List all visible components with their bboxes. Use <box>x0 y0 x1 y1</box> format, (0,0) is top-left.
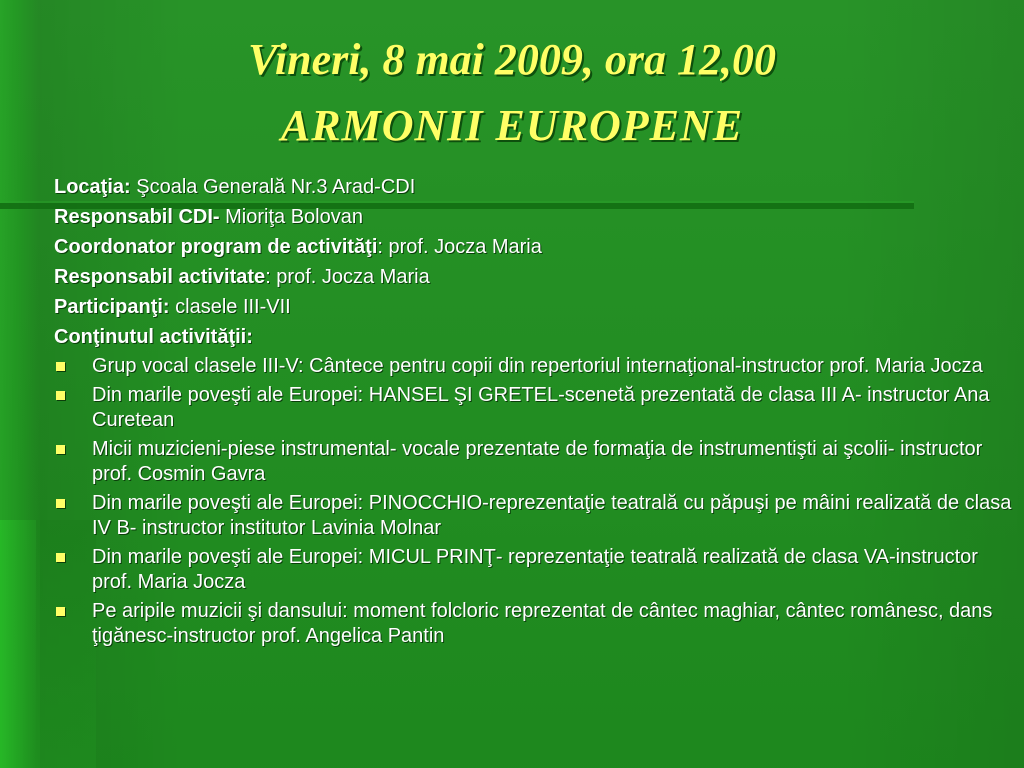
participants-line <box>54 292 994 322</box>
list-item <box>54 545 1014 595</box>
list-item <box>54 437 1014 487</box>
slide-title-event: ARMONII EUROPENE <box>280 101 744 150</box>
coordinator-value: : prof. Jocza Maria <box>377 236 542 258</box>
lower-left-accent-strip <box>0 520 40 768</box>
square-bullet-icon <box>56 553 65 562</box>
slide-title-date: Vineri, 8 mai 2009, ora 12,00 <box>247 35 777 84</box>
responsible-cdi-line <box>54 202 994 232</box>
activity-text: Din marile poveşti ale Europei: HANSEL ŞI GRETEL-scenetă prezentată de clasa III A- instructor Ana Curetean <box>92 384 990 431</box>
participants-value: clasele III-VII <box>169 296 291 318</box>
activity-text: Pe aripile muzicii şi dansului: moment folcloric reprezentat de cântec maghiar, cântec românesc, dans ţigănesc-instructor prof. Angelica Pantin <box>92 600 993 647</box>
activity-text: Din marile poveşti ale Europei: MICUL PRINŢ- reprezentaţie teatrală realizată de clasa VA-instructor prof. Maria Jocza <box>92 546 978 593</box>
participants-label: Participanţi: <box>54 296 170 318</box>
location-label: Locaţia: <box>54 176 131 198</box>
responsible-cdi-value: Mioriţa Bolovan <box>219 206 363 228</box>
list-item <box>54 491 1014 541</box>
list-item <box>54 383 1014 433</box>
activity-text: Micii muzicieni-piese instrumental- vocale prezentate de formaţia de instrumentişti ai şcolii- instructor prof. Cosmin Gavra <box>92 438 983 485</box>
list-item <box>54 599 1014 649</box>
responsible-activity-line <box>54 262 994 292</box>
slide-content <box>54 172 1012 653</box>
square-bullet-icon <box>56 445 65 454</box>
square-bullet-icon <box>56 499 65 508</box>
coordinator-label: Coordonator program de activităţi <box>54 236 378 258</box>
list-item <box>54 354 1014 379</box>
location-value: Şcoala Generală Nr.3 Arad-CDI <box>130 176 416 198</box>
content-heading: Conţinutul activităţii: <box>54 326 253 348</box>
responsible-cdi-label: Responsabil CDI- <box>54 206 220 228</box>
square-bullet-icon <box>56 362 65 371</box>
square-bullet-icon <box>56 391 65 400</box>
location-line <box>54 172 994 202</box>
activities-list <box>54 354 1012 649</box>
responsible-activity-label: Responsabil activitate <box>54 266 266 288</box>
responsible-activity-value: : prof. Jocza Maria <box>265 266 430 288</box>
content-heading-line <box>54 322 994 352</box>
activity-text: Grup vocal clasele III-V: Cântece pentru copii din repertoriul internaţional-instructor prof. Maria Jocza <box>92 355 983 377</box>
square-bullet-icon <box>56 607 65 616</box>
coordinator-line <box>54 232 994 262</box>
activity-text: Din marile poveşti ale Europei: PINOCCHIO-reprezentaţie teatrală cu păpuşi pe mâini realizată de clasa IV B- instructor institutor Lavinia Molnar <box>92 492 1012 539</box>
